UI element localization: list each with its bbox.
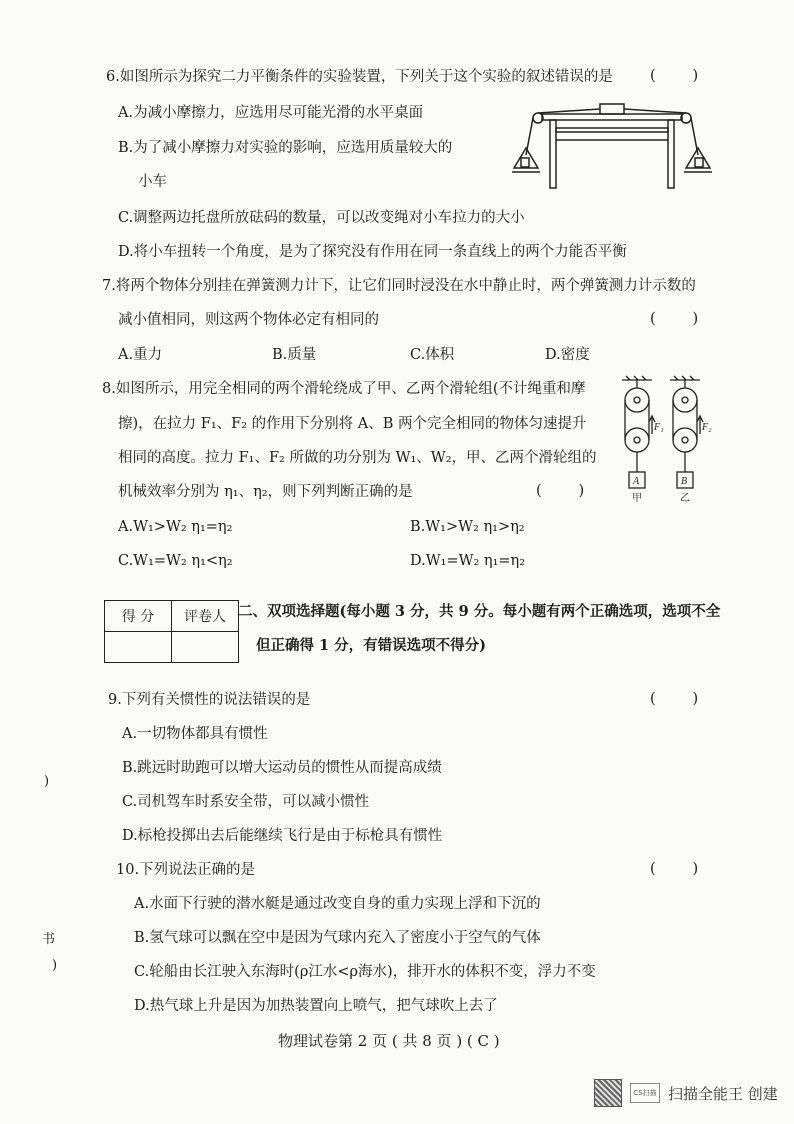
q6-option-a: A.为减小摩擦力，应选用尽可能光滑的水平桌面 (118, 105, 424, 121)
margin-mark-3: ) (52, 958, 58, 973)
q9-option-b: B.跳远时助跑可以增大运动员的惯性从而提高成绩 (122, 760, 442, 776)
q8-stem-line2: 擦)，在拉力 F₁、F₂ 的作用下分别将 A、B 两个完全相同的物体匀速提升 (118, 416, 587, 432)
q9-option-a: A.一切物体都具有惯性 (122, 726, 268, 742)
q10-option-c: C.轮船由长江驶入东海时(ρ江水<ρ海水)，排开水的体积不变，浮力不变 (134, 964, 596, 980)
q7-stem-line2: 减小值相同，则这两个物体必定有相同的 (118, 312, 379, 328)
q10-option-b: B.氢气球可以飘在空中是因为气球内充入了密度小于空气的气体 (134, 930, 541, 946)
q8-answer-paren: ( ) (536, 483, 585, 499)
margin-mark-2: 书 (42, 932, 56, 947)
q7-answer-paren: ( ) (650, 311, 699, 327)
q7-option-b: B.质量 (272, 347, 317, 363)
q6-answer-paren: ( ) (650, 68, 699, 84)
q8-option-d: D.W₁=W₂ η₁=η₂ (410, 553, 526, 569)
section2-title-line2: 但正确得 1 分，有错误选项不得分) (256, 637, 487, 654)
section2-title-line1: 二、双项选择题(每小题 3 分，共 9 分。每小题有两个正确选项，选项不全 (238, 603, 721, 620)
q10-stem: 10.下列说法正确的是 (116, 862, 256, 878)
q8-stem-line3: 相同的高度。拉力 F₁、F₂ 所做的功分别为 W₁、W₂，甲、乙两个滑轮组的 (118, 450, 597, 466)
score-header: 得 分 (105, 601, 172, 632)
pulley-caption-jia: 甲 (632, 493, 642, 504)
q8-stem-line4: 机械效率分别为 η₁、η₂，则下列判断正确的是 (118, 484, 413, 500)
q7-stem-line1: 7.将两个物体分别挂在弹簧测力计下，让它们同时浸没在水中静止时，两个弹簧测力计示数的 (102, 278, 696, 294)
q7-option-c: C.体积 (410, 347, 455, 363)
q6-option-d: D.将小车扭转一个角度，是为了探究没有作用在同一条直线上的两个力能否平衡 (118, 244, 627, 260)
q6-option-c: C.调整两边托盘所放砝码的数量，可以改变绳对小车拉力的大小 (118, 210, 525, 226)
watermark-text: 扫描全能王 创建 (668, 1084, 778, 1103)
q6-option-b-line2: 小车 (138, 174, 167, 190)
margin-mark-1: ) (44, 774, 50, 789)
page-footer: 物理试卷第 2 页 ( 共 8 页 ) ( C ) (278, 1032, 500, 1050)
pulley-box-a-label: A (633, 476, 640, 487)
q8-option-a: A.W₁>W₂ η₁=η₂ (118, 519, 233, 535)
q8-option-b: B.W₁>W₂ η₁>η₂ (410, 519, 525, 535)
grader-header: 评卷人 (172, 601, 239, 632)
balance-apparatus-figure (512, 100, 712, 190)
qr-code-icon (594, 1079, 622, 1107)
q10-answer-paren: ( ) (650, 861, 699, 877)
q7-option-d: D.密度 (545, 347, 590, 363)
pulley-force-f1-label: F₁ (654, 422, 664, 433)
q6-option-b-line1: B.为了减小摩擦力对实验的影响，应选用质量较大的 (118, 140, 453, 156)
pulley-force-f2-label: F₂ (702, 422, 712, 433)
pulley-systems-figure (616, 374, 716, 504)
q10-option-d: D.热气球上升是因为加热装置向上喷气，把气球吹上去了 (134, 998, 498, 1014)
q6-stem: 6.如图所示为探究二力平衡条件的实验装置，下列关于这个实验的叙述错误的是 (106, 69, 613, 85)
q9-option-d: D.标枪投掷出去后能继续飞行是由于标枪具有惯性 (122, 828, 443, 844)
q9-answer-paren: ( ) (650, 691, 699, 707)
q8-stem-line1: 8.如图所示，用完全相同的两个滑轮绕成了甲、乙两个滑轮组(不计绳重和摩 (102, 381, 586, 397)
pulley-box-b-label: B (681, 476, 688, 487)
grader-cell (172, 632, 239, 663)
q9-option-c: C.司机驾车时系安全带，可以减小惯性 (122, 794, 370, 810)
q7-option-a: A.重力 (118, 347, 163, 363)
q10-option-a: A.水面下行驶的潜水艇是通过改变自身的重力实现上浮和下沉的 (134, 896, 541, 912)
scanner-watermark (594, 1079, 778, 1107)
pulley-caption-yi: 乙 (680, 493, 690, 504)
q8-option-c: C.W₁=W₂ η₁<η₂ (118, 553, 233, 569)
scanner-logo: CS扫描 (630, 1083, 660, 1103)
score-box (104, 600, 239, 663)
q9-stem: 9.下列有关惯性的说法错误的是 (108, 692, 311, 708)
score-cell (105, 632, 172, 663)
